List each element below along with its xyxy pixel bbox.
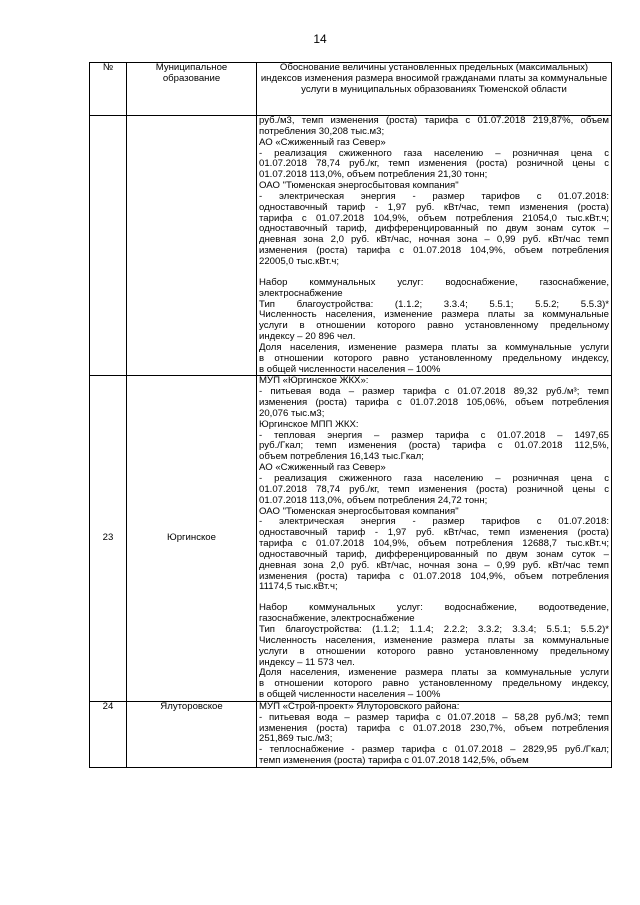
text-line: одноставочный тариф, дифференцированный по двум зонам суток –: [259, 223, 609, 235]
text-line: 11174,5 тыс.кВт.ч;: [259, 581, 338, 593]
text-line: руб./Гкал; темп изменения (роста) тарифа с 01.07.2018 112,5%,: [259, 440, 609, 452]
header-justification: Обоснование величины установленных предельных (максимальных) индексов изменения размера вносимой гражданами платы за коммунальные услуги в муниципальных образованиях Тюменской области: [257, 63, 612, 116]
header-number: №: [90, 63, 127, 116]
text-line: Доля населения, изменение размера платы за коммунальные услуги: [259, 341, 609, 353]
row-justification-cell: [257, 701, 612, 767]
page-number: 14: [313, 32, 327, 46]
text-line: Тип благоустройства: (1.1.2; 1.1.4; 2.2.2; 3.3.2; 3.3.4; 5.5.1; 5.5.2)*: [259, 623, 609, 635]
row-justification-cell: [257, 376, 612, 701]
text-line: темп изменения (роста) тарифа с 01.07.2018 142,5%, объем: [259, 755, 529, 767]
text-line: - реализация сжиженного газа населению – розничная цена с: [259, 147, 609, 159]
header-municipality: Муниципальное образование: [127, 63, 257, 116]
text-line: изменения (роста) тарифа с 01.07.2018 104,9%, объем потребления: [259, 245, 609, 257]
text-line: услуги в отношении которого равно установленному предельному: [259, 645, 609, 657]
text-line: руб./м3, темп изменения (роста) тарифа с 01.07.2018 219,87%, объем: [259, 115, 609, 126]
table-row-24: [90, 701, 612, 767]
tariff-table: [89, 62, 612, 768]
row-municipality-cell: [127, 116, 257, 376]
text-line: - реализация сжиженного газа населению – розничная цена с: [259, 473, 609, 484]
text-line: Юргинское МПП ЖКХ:: [259, 418, 359, 430]
text-line: тарифа с 01.07.2018 104,9%, объем потребления 12688,7 тыс.кВт.ч;: [259, 538, 609, 550]
text-line: объем потребления 16,143 тыс.Гкал;: [259, 451, 424, 463]
text-line: тарифа с 01.07.2018 104,9%, объем потребления 21054,0 тыс.кВт.ч;: [259, 212, 609, 224]
text-line: МУП «Строй-проект» Ялуторовского района:: [259, 700, 460, 712]
text-line: 20,076 тыс.м3;: [259, 407, 325, 419]
text-line: Численность населения, изменение размера платы за коммунальные: [259, 634, 609, 646]
text-line: - электрическая энергия - размер тарифов с 01.07.2018:: [259, 190, 609, 202]
row-number-cell: [90, 116, 127, 376]
text-line: дневная зона 2,0 руб. кВт/час, ночная зона – 0,99 руб. кВт/час темп: [259, 559, 609, 571]
table-row-23: [90, 376, 612, 701]
text-line: 01.07.2018 78,74 руб./кг, темп изменения (роста) розничной цены с: [259, 158, 609, 170]
text-line: в отношении которого равно установленному предельному индексу,: [259, 678, 609, 690]
row-municipality-cell: Ялуторовское: [127, 701, 257, 767]
text-line: 01.07.2018 78,74 руб./кг, темп изменения (роста) розничной цены с: [259, 483, 609, 495]
row-municipality-cell: Юргинское: [127, 376, 257, 701]
text-line: - питьевая вода – размер тарифа с 01.07.2018 89,32 руб./м³; темп: [259, 386, 609, 398]
text-line: в отношении которого равно установленному предельному индексу,: [259, 352, 609, 364]
text-line: - питьевая вода – размер тарифа с 01.07.2018 – 58,28 руб./м3; темп: [259, 711, 609, 723]
text-line: потребления 30,208 тыс.м3;: [259, 125, 385, 137]
text-line: индексу – 11 573 чел.: [259, 656, 355, 668]
text-line: Численность населения, изменение размера платы за коммунальные: [259, 309, 609, 321]
text-line: услуги в отношении которого равно установленному предельному: [259, 320, 609, 332]
text-line: изменения (роста) тарифа с 01.07.2018 105,06%, объем потребления: [259, 397, 609, 409]
text-line: Набор коммунальных услуг: водоснабжение, водоотведение,: [259, 602, 609, 614]
text-line: дневная зона 2,0 руб. кВт/час, ночная зона – 0,99 руб. кВт/час темп: [259, 234, 609, 246]
text-line: - электрическая энергия - размер тарифов с 01.07.2018:: [259, 516, 609, 528]
text-line: - тепловая энергия – размер тарифа с 01.07.2018 – 1497,65: [259, 429, 609, 441]
text-line: Тип благоустройства: (1.1.2; 3.3.4; 5.5.1; 5.5.2; 5.5.3)*: [259, 298, 609, 310]
text-line: 22005,0 тыс.кВт.ч;: [259, 255, 340, 267]
text-line: Набор коммунальных услуг: водоснабжение, газоснабжение,: [259, 276, 609, 288]
row-number-cell: 24: [90, 701, 127, 767]
text-line: 251,869 тыс./м3;: [259, 733, 333, 745]
text-line: одноставочный тариф - 1,97 руб. кВт/час, темп изменения (роста): [259, 201, 609, 213]
text-line: ОАО "Тюменская энергосбытовая компания": [259, 505, 459, 517]
text-line: Доля населения, изменение размера платы за коммунальные услуги: [259, 667, 609, 679]
text-line: ОАО "Тюменская энергосбытовая компания": [259, 180, 459, 192]
text-line: газоснабжение, электроснабжение: [259, 613, 415, 625]
text-line: АО «Сжиженный газ Север»: [259, 136, 386, 148]
table-header-row: [90, 63, 612, 116]
text-line: МУП «Юргинское ЖКХ»:: [259, 375, 369, 387]
text-line: - теплоснабжение - размер тарифа с 01.07.2018 – 2829,95 руб./Гкал;: [259, 744, 609, 756]
text-line: 01.07.2018 113,0%, объем потребления 24,72 тонн;: [259, 494, 488, 506]
text-line: индексу – 20 896 чел.: [259, 331, 356, 343]
row-number-cell: 23: [90, 376, 127, 701]
text-line: электроснабжение: [259, 287, 343, 299]
text-line: изменения (роста) тарифа с 01.07.2018 104,9%, объем потребления: [259, 570, 609, 582]
text-line: 01.07.2018 113,0%, объем потребления 21,30 тонн;: [259, 169, 488, 181]
text-line: одноставочный тариф - 1,97 руб. кВт/час, темп изменения (роста): [259, 527, 609, 539]
text-line: изменения (роста) тарифа с 01.07.2018 230,7%, объем потребления: [259, 722, 609, 734]
text-line: одноставочный тариф, дифференцированный по двум зонам суток –: [259, 548, 609, 560]
text-line: АО «Сжиженный газ Север»: [259, 462, 386, 474]
text-line: в общей численности населения – 100%: [259, 363, 441, 375]
row-justification-cell: [257, 116, 612, 376]
table-row-continued: [90, 116, 612, 376]
text-line: в общей численности населения – 100%: [259, 689, 441, 701]
